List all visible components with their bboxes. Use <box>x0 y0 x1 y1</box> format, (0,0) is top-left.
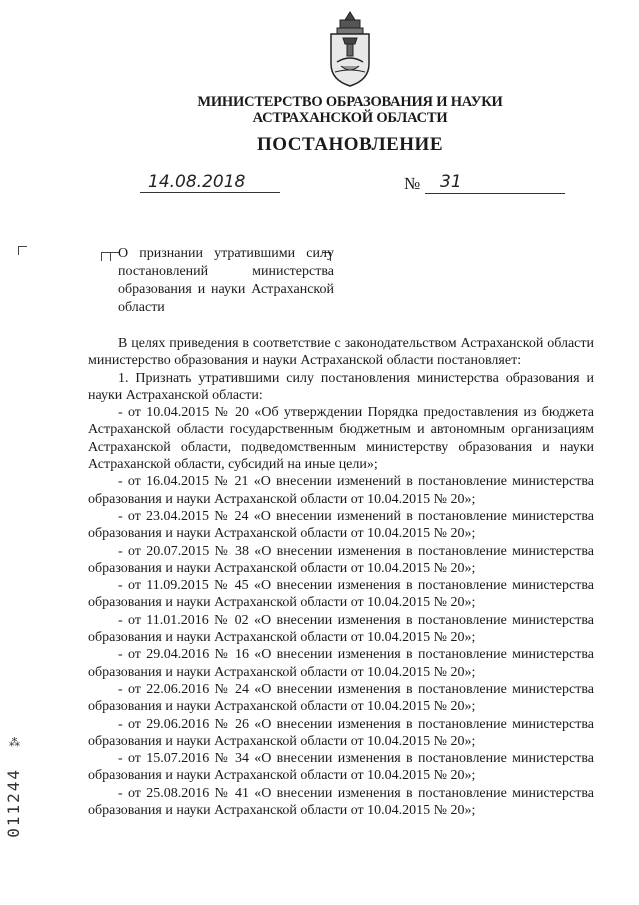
list-item: - от 29.06.2016 № 26 «О внесении изменения в постановление министерства образования и науки Астраханской области от 10.04.2015 № 20»; <box>88 716 594 749</box>
corner-mark-left <box>18 246 27 255</box>
list-item: - от 10.04.2015 № 20 «Об утверждении Порядка предоставления из бюджета Астраханской области государственным бюджетным и автономным организациям Астраханской области, подведомственным министерству образования и науки Астраханской области, субсидий на иные цели»; <box>88 405 594 473</box>
paragraph: 1. Признать утратившими силу постановления министерства образования и науки Астраханской области: <box>88 370 594 403</box>
list-item: - от 25.08.2016 № 41 «О внесении изменения в постановление министерства образования и науки Астраханской области от 10.04.2015 № 20»; <box>88 785 594 819</box>
list-item: - от 29.04.2016 № 16 «О внесении изменения в постановление министерства образования и науки Астраханской области от 10.04.2015 № 20»; <box>88 647 594 680</box>
list-item: - от 15.07.2016 № 34 «О внесении изменения в постановление министерства образования и науки Астраханской области от 10.04.2015 № 20»; <box>88 751 594 784</box>
number-label: № <box>404 174 421 193</box>
list-item: - от 20.07.2015 № 38 «О внесении изменения в постановление министерства образования и науки Астраханской области от 10.04.2015 № 20»; <box>88 543 594 576</box>
corner-mark-subject-1 <box>101 252 110 261</box>
list-item: - от 22.06.2016 № 24 «О внесении изменения в постановление министерства образования и науки Астраханской области от 10.04.2015 № 20»; <box>88 681 594 715</box>
subject-block <box>118 245 334 317</box>
ministry-name <box>150 94 550 126</box>
list-item: - от 11.01.2016 № 02 «О внесении изменения в постановление министерства образования и науки Астраханской области от 10.04.2015 № 20»; <box>88 612 594 646</box>
document-body <box>88 335 594 819</box>
paragraph: В целях приведения в соответствие с законодательством Астраханской области министерство образования и науки Астраханской области постановляет: <box>88 336 594 369</box>
list-item: - от 11.09.2015 № 45 «О внесении изменения в постановление министерства образования и науки Астраханской области от 10.04.2015 № 20»; <box>88 578 594 611</box>
document-date: 14.08.2018 <box>140 172 280 193</box>
page-code: 011244 <box>4 768 23 838</box>
coat-of-arms-icon <box>325 8 375 88</box>
subject-text: О признании утратившими силу постановлений министерства образования и науки Астраханской области <box>118 246 334 315</box>
margin-mark: ⁂ <box>9 737 20 749</box>
document-number: 31 <box>440 172 462 192</box>
document-type: ПОСТАНОВЛЕНИЕ <box>256 134 444 155</box>
ministry-line-2: АСТРАХАНСКОЙ ОБЛАСТИ <box>252 110 448 126</box>
list-item: - от 16.04.2015 № 21 «О внесении изменений в постановление министерства образования и науки Астраханской области от 10.04.2015 № 20»; <box>88 474 594 507</box>
ministry-line-1: МИНИСТЕРСТВО ОБРАЗОВАНИЯ И НАУКИ <box>197 94 503 110</box>
list-item: - от 23.04.2015 № 24 «О внесении изменений в постановление министерства образования и науки Астраханской области от 10.04.2015 № 20»; <box>88 508 594 542</box>
